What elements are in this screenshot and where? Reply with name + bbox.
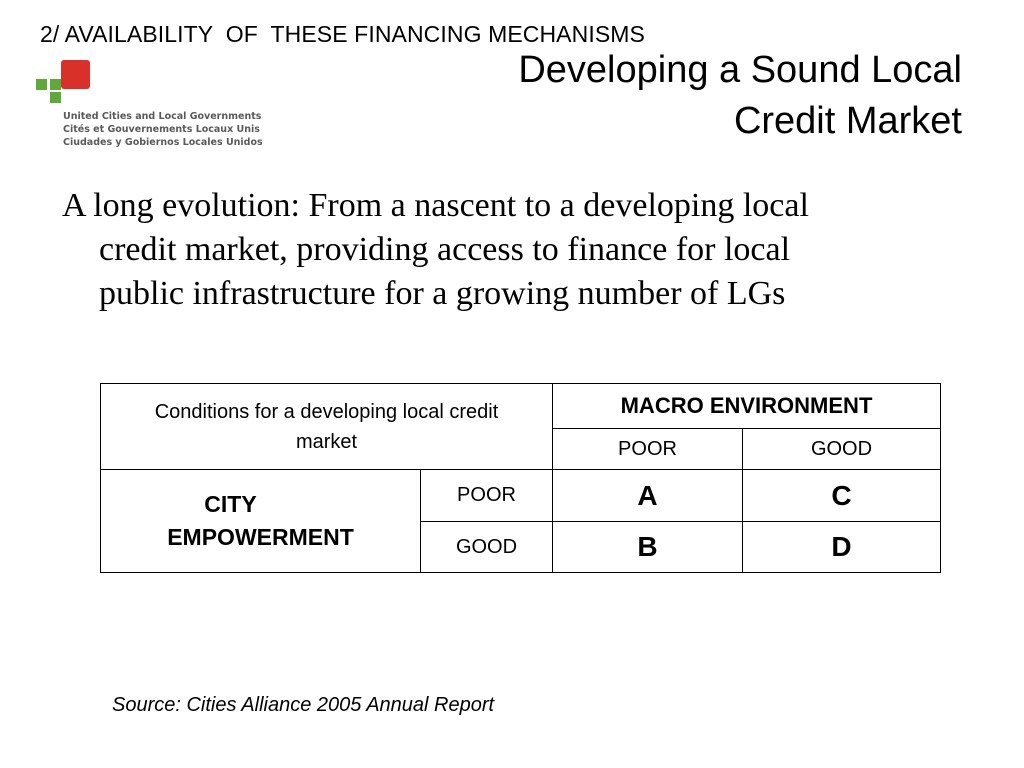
logo-line-spanish: Ciudades y Gobiernos Locales Unidos <box>63 137 263 148</box>
cell-d: D <box>743 522 941 573</box>
city-good-header: GOOD <box>421 522 553 573</box>
body-line-3: public infrastructure for a growing number of LGs <box>99 275 786 312</box>
corner-header-cell <box>101 384 553 470</box>
city-label-line-2: EMPOWERMENT <box>167 524 354 550</box>
body-line-2: credit market, providing access to finance for local <box>99 231 791 268</box>
city-poor-header: POOR <box>421 470 553 522</box>
section-header: 2/ AVAILABILITY OF THESE FINANCING MECHANISMS <box>40 21 645 47</box>
uclg-logo-text <box>63 110 263 149</box>
slide-title-line-1: Developing a Sound Local <box>518 49 962 91</box>
city-label-line-1: CITY <box>204 491 257 517</box>
logo-line-french: Cités et Gouvernements Locaux Unis <box>63 124 260 135</box>
cell-c: C <box>743 470 941 522</box>
macro-good-header: GOOD <box>743 429 941 470</box>
source-citation: Source: Cities Alliance 2005 Annual Report <box>112 694 495 716</box>
corner-header-label: Conditions for a developing local credit market <box>154 400 499 453</box>
cell-b: B <box>553 522 743 573</box>
slide-title-line-2: Credit Market <box>733 100 962 142</box>
body-paragraph <box>62 184 962 316</box>
cell-a: A <box>553 470 743 522</box>
body-line-1: A long evolution: From a nascent to a developing local <box>62 187 809 224</box>
uclg-logo-mark-icon <box>36 60 92 104</box>
macro-poor-header: POOR <box>553 429 743 470</box>
logo-line-english: United Cities and Local Governments <box>63 111 262 122</box>
uclg-logo <box>36 60 266 155</box>
macro-environment-header: MACRO ENVIRONMENT <box>553 384 941 429</box>
slide-title <box>342 45 962 147</box>
city-empowerment-header <box>101 470 421 573</box>
conditions-matrix-table <box>100 383 941 573</box>
